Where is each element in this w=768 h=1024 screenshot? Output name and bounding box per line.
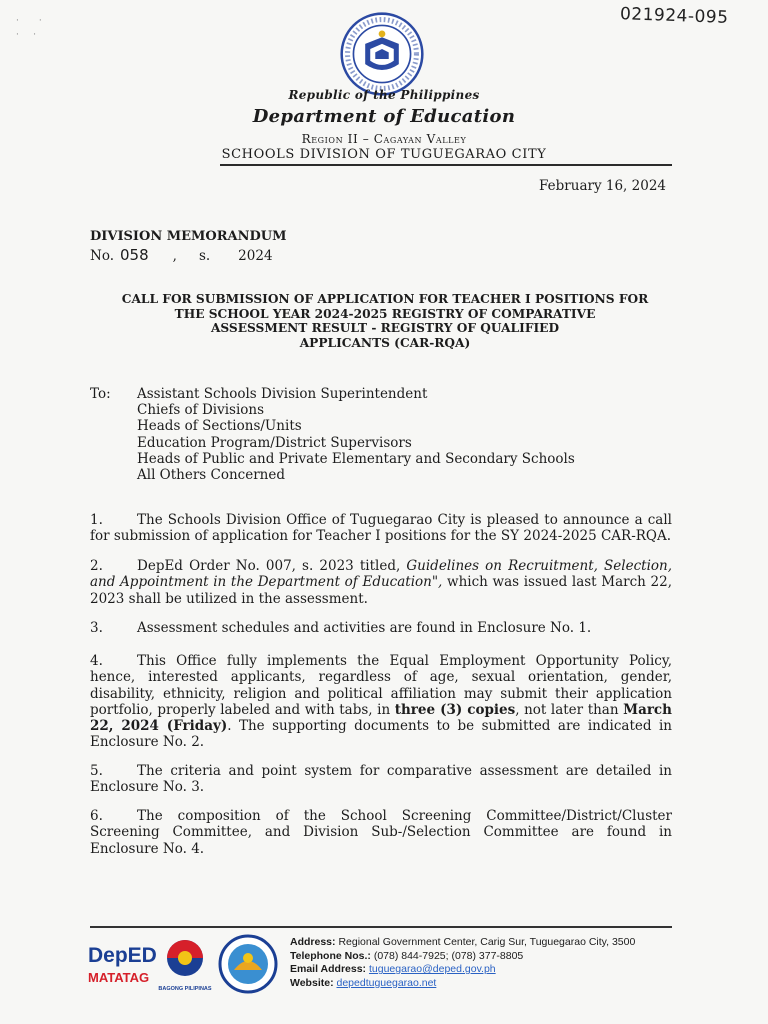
telephone-label: Telephone Nos.:	[290, 949, 371, 962]
paragraph-6	[90, 808, 672, 857]
website-link[interactable]: depedtuguegarao.net	[336, 976, 437, 989]
paragraph-number: 3.	[90, 620, 103, 636]
footer-logos	[88, 930, 288, 998]
deped-order-title: Guidelines on Recruitment, Selection, and Appointment in the Department of Education",	[90, 558, 672, 591]
paragraph-number: 6.	[90, 808, 103, 824]
memo-title: DIVISION MEMORANDUM	[90, 229, 287, 244]
memo-date: February 16, 2024	[539, 178, 666, 194]
department-name: Department of Education	[252, 106, 516, 127]
subject-line: THE SCHOOL YEAR 2024-2025 REGISTRY OF COMPARATIVE	[174, 306, 596, 321]
subject-line: ASSESSMENT RESULT - REGISTRY OF QUALIFIED	[210, 321, 560, 335]
recipient-item: All Others Concerned	[137, 467, 286, 484]
republic-line: Republic of the Philippines	[288, 88, 480, 102]
paragraph-text: The composition of the School Screening Committee/District/Cluster Screening Committee, and Division Sub-/Selection Committee are found in Enclosure No. 4.	[90, 808, 672, 857]
subject-line: APPLICANTS (CAR-RQA)	[299, 335, 471, 350]
region-line: Region II – Cagayan Valley	[301, 132, 467, 146]
recipient-item: Education Program/District Supervisors	[137, 434, 412, 451]
memo-number: 058	[120, 246, 149, 264]
paragraph-text: , not later than	[515, 701, 624, 718]
paragraph-text: This Office fully implements the Equal Employment Opportunity Policy, hence, interested applicants, regardless of age, sexual orientation, gender, disability, ethnicity, religion and political affiliation may submit their application portfolio, properly labeled and with tabs, in	[90, 653, 672, 718]
paragraph-1	[90, 512, 672, 545]
address-label: Address:	[290, 936, 336, 948]
recipient-list	[137, 386, 575, 483]
footer-contact	[290, 936, 635, 990]
memo-no-label: No.	[90, 248, 114, 264]
email-link[interactable]: tuguegarao@deped.gov.ph	[368, 963, 496, 976]
paragraph-4	[90, 653, 672, 751]
matatag-logo-text: MATATAG	[88, 970, 150, 985]
bagong-pilipinas-text: BAGONG PILIPINAS	[158, 986, 212, 992]
deped-logo-text: DepED	[88, 944, 157, 967]
paragraph-number: 4.	[90, 653, 103, 669]
recipient-item: Heads of Sections/Units	[137, 418, 302, 435]
paragraph-number: 1.	[90, 512, 103, 528]
memo-year: 2024	[238, 248, 273, 264]
footer-divider	[90, 926, 672, 928]
paragraph-text: The Schools Division Office of Tuguegarao City is pleased to announce a call for submission of application for Teacher I positions for the SY 2024-2025 CAR-RQA.	[90, 512, 672, 545]
deadline-emphasis: March 22, 2024 (Friday)	[90, 701, 672, 735]
paragraph-number: 2.	[90, 558, 103, 574]
paragraph-text: The criteria and point system for comparative assessment are detailed in Enclosure No. 3.	[90, 763, 672, 796]
division-line: SCHOOLS DIVISION OF TUGUEGARAO CITY	[221, 147, 547, 162]
paragraph-2	[90, 558, 672, 607]
deped-seal-icon	[340, 12, 424, 96]
scan-marks: · · · ·	[16, 16, 42, 40]
email-label: Email Address:	[290, 963, 367, 976]
address-value: Regional Government Center, Carig Sur, Tuguegarao City, 3500	[338, 936, 636, 948]
division-seal-logo	[220, 936, 276, 992]
deped-matatag-logo	[88, 944, 157, 985]
memo-series-label: s.	[198, 248, 211, 264]
paragraph-text: . The supporting documents to be submitted are indicated in Enclosure No. 2.	[90, 718, 672, 751]
recipient-item: Assistant Schools Division Superintendent	[137, 386, 428, 402]
control-number: 021924-095	[619, 4, 729, 28]
recipient-item: Chiefs of Divisions	[137, 402, 265, 419]
to-label: To:	[90, 386, 111, 402]
memo-separator: ,	[172, 248, 177, 264]
header-divider	[220, 164, 672, 166]
paragraph-text: Assessment schedules and activities are found in Enclosure No. 1.	[137, 620, 592, 636]
website-label: Website:	[290, 976, 334, 989]
recipient-item: Heads of Public and Private Elementary and Secondary Schools	[137, 450, 575, 467]
paragraph-text: which was issued last March 22, 2023 shall be utilized in the assessment.	[90, 574, 673, 607]
memo-subject	[90, 292, 680, 350]
memo-number-line	[90, 246, 273, 264]
paragraph-number: 5.	[90, 763, 103, 779]
bagong-pilipinas-logo	[158, 940, 212, 992]
telephone-value: (078) 844-7925; (078) 377-8805	[373, 949, 524, 962]
paragraph-5	[90, 763, 672, 796]
paragraph-text: DepEd Order No. 007, s. 2023 titled,	[137, 558, 407, 574]
subject-line: CALL FOR SUBMISSION OF APPLICATION FOR TEACHER I POSITIONS FOR	[121, 292, 649, 306]
copies-emphasis: three (3) copies	[394, 701, 516, 718]
paragraph-3	[90, 620, 672, 636]
